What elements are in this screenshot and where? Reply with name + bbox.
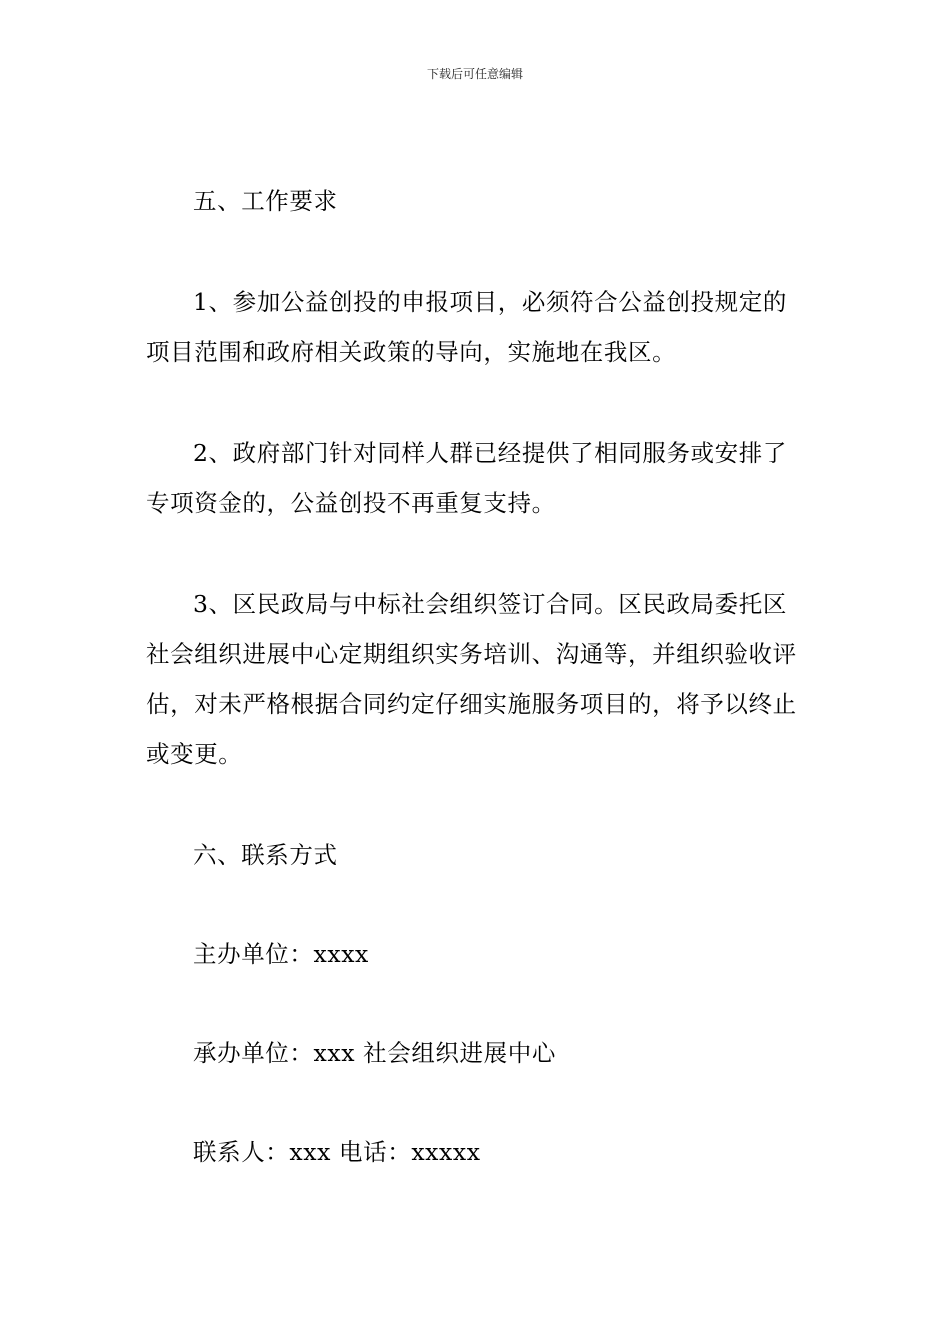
section-heading-work-requirements: 五、工作要求 — [193, 187, 338, 215]
contact-person-phone: 联系人：xxx 电话：xxxxx — [193, 1138, 481, 1166]
requirement-item-1: 1、参加公益创投的申报项目，必须符合公益创投规定的项目范围和政府相关政策的导向，实施地在我区。 — [146, 288, 787, 366]
page-header-note: 下载后可任意编辑 — [426, 67, 523, 81]
document-body — [146, 176, 808, 1177]
requirement-item-2: 2、政府部门针对同样人群已经提供了相同服务或安排了专项资金的，公益创投不再重复支持。 — [146, 439, 787, 517]
requirement-item-3: 3、区民政局与中标社会组织签订合同。区民政局委托区社会组织进展中心定期组织实务培训、沟通等，并组织验收评估，对未严格根据合同约定仔细实施服务项目的，将予以终止或变更。 — [146, 590, 797, 768]
contact-organizer: 主办单位：xxxx — [193, 940, 369, 968]
section-heading-contact: 六、联系方式 — [193, 841, 338, 869]
contact-undertaker: 承办单位：xxx 社会组织进展中心 — [193, 1039, 556, 1067]
